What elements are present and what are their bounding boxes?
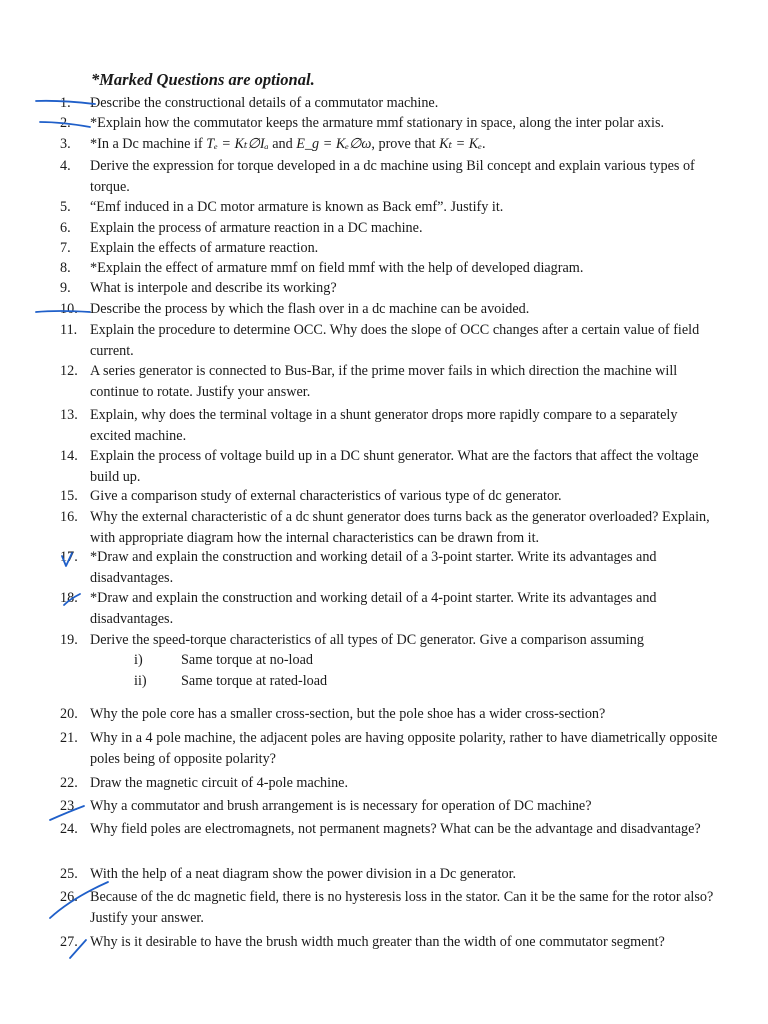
question-number: 3. bbox=[60, 136, 71, 152]
question-text: Why the external characteristic of a dc shunt generator does turns back as the generator overloaded? Explain, with appropriate diagram how the internal characteristics can be drawn from it. bbox=[90, 509, 710, 546]
question-number: 19. bbox=[60, 632, 78, 648]
question-20 bbox=[0, 704, 720, 728]
question-text: A series generator is connected to Bus-Bar, if the prime mover fails in which direction the machine will continue to rotate. Justify your answer. bbox=[90, 363, 678, 400]
question-10 bbox=[0, 299, 720, 320]
question-number: 26. bbox=[60, 889, 78, 905]
question-number: 10. bbox=[60, 301, 78, 317]
question-7 bbox=[0, 238, 720, 258]
question-text: Why the pole core has a smaller cross-section, but the pole shoe has a wider cross-section? bbox=[90, 706, 606, 722]
question-text: What is interpole and describe its working? bbox=[90, 280, 337, 296]
sub-item-1 bbox=[0, 650, 768, 671]
question-number: 13. bbox=[60, 407, 78, 423]
question-number: 1. bbox=[60, 95, 71, 111]
question-number: 20. bbox=[60, 706, 78, 722]
question-text bbox=[90, 134, 720, 155]
question-text: *Draw and explain the construction and working detail of a 4-point starter. Write its advantages and disadvantages. bbox=[90, 590, 657, 627]
question-list bbox=[0, 93, 768, 953]
question-text-part: . bbox=[481, 136, 486, 152]
question-text-part: *In a Dc machine if bbox=[90, 136, 207, 152]
question-text: Why field poles are electromagnets, not permanent magnets? What can be the advantage and disadvantage? bbox=[90, 821, 701, 837]
equation-torque: Tₑ = Kₜ∅Iₐ bbox=[206, 136, 269, 152]
question-text: Derive the speed-torque characteristics of all types of DC generator. Give a comparison assuming bbox=[90, 632, 644, 648]
question-8 bbox=[0, 258, 720, 278]
question-26 bbox=[0, 887, 720, 932]
question-number: 27. bbox=[60, 934, 78, 950]
question-number: 17. bbox=[60, 549, 78, 565]
question-number: 16. bbox=[60, 509, 78, 525]
question-number: 21. bbox=[60, 730, 78, 746]
question-number: 18. bbox=[60, 590, 78, 606]
question-text: Draw the magnetic circuit of 4-pole machine. bbox=[90, 775, 349, 791]
question-21 bbox=[0, 728, 720, 773]
question-number: 24. bbox=[60, 821, 78, 837]
question-15 bbox=[0, 486, 720, 507]
question-number: 11. bbox=[60, 322, 78, 338]
question-number: 25. bbox=[60, 866, 78, 882]
question-text: Describe the process by which the flash over in a dc machine can be avoided. bbox=[90, 301, 530, 317]
sub-item-2 bbox=[0, 671, 768, 704]
question-11 bbox=[0, 320, 720, 361]
question-24 bbox=[0, 819, 720, 864]
question-text: “Emf induced in a DC motor armature is known as Back emf”. Justify it. bbox=[90, 199, 504, 215]
question-23 bbox=[0, 796, 720, 819]
question-3 bbox=[0, 134, 720, 156]
sub-item-number: ii) bbox=[134, 673, 147, 689]
question-text: With the help of a neat diagram show the power division in a Dc generator. bbox=[90, 866, 517, 882]
question-number: 5. bbox=[60, 199, 71, 215]
question-17 bbox=[0, 547, 720, 588]
sub-item-text: Same torque at no-load bbox=[181, 652, 313, 668]
question-number: 7. bbox=[60, 240, 71, 256]
question-text: Why a commutator and brush arrangement is is necessary for operation of DC machine? bbox=[90, 798, 592, 814]
question-1 bbox=[0, 93, 720, 113]
question-text-part: , prove that bbox=[371, 136, 440, 152]
sub-item-number: i) bbox=[134, 652, 143, 668]
page-heading: *Marked Questions are optional. bbox=[91, 70, 315, 89]
question-text-part: and bbox=[268, 136, 297, 152]
question-text: Explain the effects of armature reaction. bbox=[90, 240, 319, 256]
question-25 bbox=[0, 864, 720, 887]
question-12 bbox=[0, 361, 720, 405]
question-text: Derive the expression for torque developed in a dc machine using Bil concept and explain various types of torque. bbox=[90, 158, 695, 195]
question-number: 4. bbox=[60, 158, 71, 174]
question-number: 23. bbox=[60, 798, 78, 814]
question-number: 2. bbox=[60, 115, 71, 131]
question-27 bbox=[0, 932, 720, 953]
question-text: Describe the constructional details of a commutator machine. bbox=[90, 95, 439, 111]
question-14 bbox=[0, 446, 720, 486]
question-number: 15. bbox=[60, 488, 78, 504]
question-text: Explain the process of voltage build up in a DC shunt generator. What are the factors that affect the voltage build up. bbox=[90, 448, 699, 485]
question-text: *Explain the effect of armature mmf on field mmf with the help of developed diagram. bbox=[90, 260, 584, 276]
equation-emf: E_g = Kₑ∅ω bbox=[296, 136, 372, 152]
question-text: Explain the procedure to determine OCC. Why does the slope of OCC changes after a certain value of field current. bbox=[90, 322, 700, 359]
sub-item-text: Same torque at rated-load bbox=[181, 673, 328, 689]
question-text: Because of the dc magnetic field, there is no hysteresis loss in the stator. Can it be the same for the rotor also? Justify your answer. bbox=[90, 889, 714, 926]
question-6 bbox=[0, 218, 720, 238]
question-9 bbox=[0, 278, 720, 299]
question-text: Why is it desirable to have the brush width much greater than the width of one commutator segment? bbox=[90, 934, 665, 950]
question-text: Why in a 4 pole machine, the adjacent poles are having opposite polarity, rather to have diametrically opposite poles being of opposite polarity? bbox=[90, 730, 718, 767]
question-number: 6. bbox=[60, 220, 71, 236]
question-19 bbox=[0, 630, 720, 650]
question-text: *Draw and explain the construction and working detail of a 3-point starter. Write its advantages and disadvantages. bbox=[90, 549, 657, 586]
question-number: 14. bbox=[60, 448, 78, 464]
question-22 bbox=[0, 773, 720, 796]
question-text: Explain the process of armature reaction in a DC machine. bbox=[90, 220, 423, 236]
question-13 bbox=[0, 405, 720, 446]
question-4 bbox=[0, 156, 720, 197]
question-number: 12. bbox=[60, 363, 78, 379]
question-text: *Explain how the commutator keeps the armature mmf stationary in space, along the inter polar axis. bbox=[90, 115, 665, 131]
equation-constants: Kₜ = Kₑ bbox=[439, 136, 482, 152]
question-5 bbox=[0, 197, 720, 218]
question-number: 8. bbox=[60, 260, 71, 276]
question-number: 9. bbox=[60, 280, 71, 296]
question-number: 22. bbox=[60, 775, 78, 791]
question-text: Explain, why does the terminal voltage in a shunt generator drops more rapidly compare to a separately excited machine. bbox=[90, 407, 678, 444]
question-2 bbox=[0, 113, 720, 134]
question-16 bbox=[0, 507, 720, 547]
question-18 bbox=[0, 588, 720, 630]
question-text: Give a comparison study of external characteristics of various type of dc generator. bbox=[90, 488, 562, 504]
